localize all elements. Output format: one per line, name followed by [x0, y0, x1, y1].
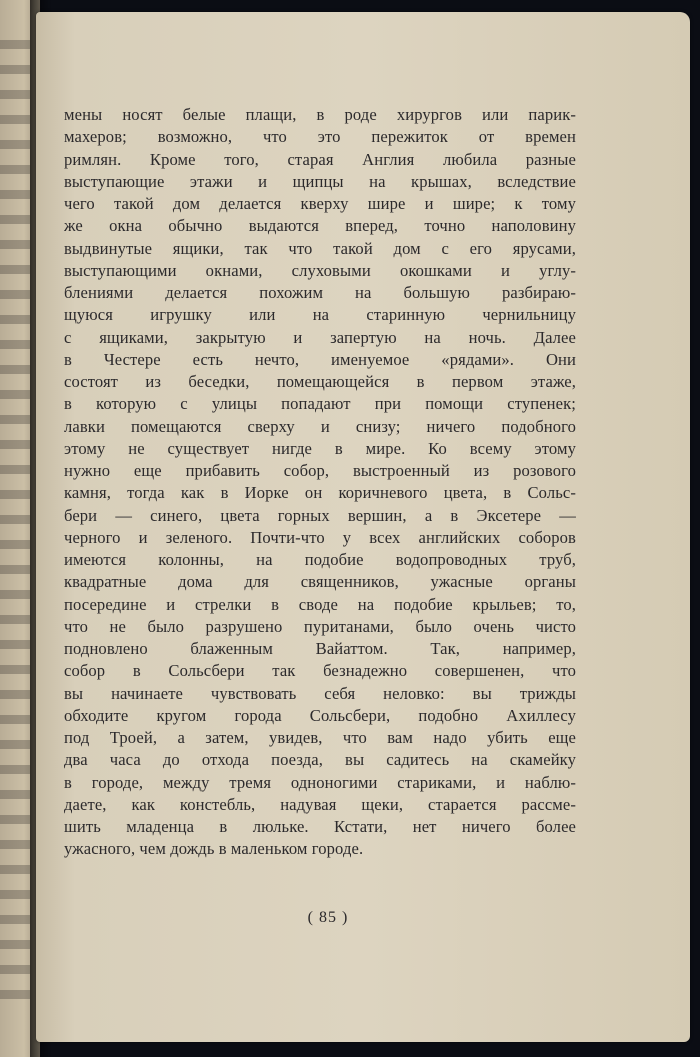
text-line: блениями делается похожим на большую разбираю-: [64, 283, 576, 302]
text-line: в которую с улицы попадают при помощи ступенек;: [64, 394, 576, 414]
text-line: лавки помещаются сверху и снизу; ничего подобного: [64, 416, 576, 436]
facing-page-text-fragment: [0, 40, 30, 1000]
text-line: в Честере есть нечто, именуемое «рядами». Они: [64, 349, 576, 369]
text-line: вы начинаете чувствовать себя неловко: вы трижды: [64, 683, 576, 703]
text-line: махеров; возможно, что это пережиток от времен: [64, 127, 576, 147]
text-line: обходите кругом города Сольсбери, подобно Ахиллесу: [64, 705, 576, 725]
page-number: ( 85 ): [307, 909, 349, 926]
text-line: в городе, между тремя одноногими стариками, и наблю-: [64, 772, 576, 792]
text-line: два часа до отхода поезда, вы садитесь на скамейку: [64, 750, 576, 770]
text-line: что не было разрушено пуританами, было очень чисто: [64, 616, 576, 636]
text-line: мены носят белые плащи, в роде хирургов или парик-: [64, 105, 576, 124]
text-line: ужасного, чем дождь в маленьком городе.: [64, 839, 364, 859]
text-line: камня, тогда как в Иорке он коричневого цвета, в Сольс-: [64, 483, 576, 503]
text-line: черного и зеленого. Почти-что у всех английских соборов: [64, 527, 576, 547]
text-line: щуюся игрушку или на старинную чернильницу: [64, 305, 576, 325]
text-line: чего такой дом делается кверху шире и шире; к тому: [64, 194, 576, 213]
text-line: посередине и стрелки в своде на подобие крыльев; то,: [64, 594, 576, 614]
text-line: состоят из беседки, помещающейся в первом этаже,: [64, 372, 576, 391]
text-line: же окна обычно выдаются вперед, точно наполовину: [64, 216, 576, 236]
text-line: под Троей, а затем, увидев, что вам надо убить еще: [64, 728, 576, 747]
body-text: [64, 104, 576, 861]
text-line: выступающими окнами, слуховыми окошками и углу-: [64, 260, 576, 280]
text-line: подновлено блаженным Вайаттом. Так, например,: [64, 639, 576, 658]
text-line: собор в Сольсбери так безнадежно совершенен, что: [64, 661, 576, 681]
text-line: с ящиками, закрытую и запертую на ночь. Далее: [64, 327, 576, 347]
text-line: нужно еще прибавить собор, выстроенный из розового: [64, 461, 576, 480]
text-line: имеются колонны, на подобие водопроводных труб,: [64, 550, 576, 569]
text-line: этому не существует нигде в мире. Ко всему этому: [64, 438, 576, 458]
text-line: выступающие этажи и щипцы на крышах, вследствие: [64, 171, 576, 191]
text-line: бери — синего, цвета горных вершин, а в Эксетере —: [64, 505, 576, 525]
text-line: римлян. Кроме того, старая Англия любила разные: [64, 149, 576, 169]
text-line: даете, как констебль, надувая щеки, старается рассме-: [64, 794, 576, 814]
text-line: шить младенца в люльке. Кстати, нет ничего более: [64, 817, 576, 836]
text-line: квадратные дома для священников, ужасные органы: [64, 572, 576, 592]
book-page: [36, 12, 690, 1042]
text-line: выдвинутые ящики, так что такой дом с его ярусами,: [64, 238, 576, 258]
